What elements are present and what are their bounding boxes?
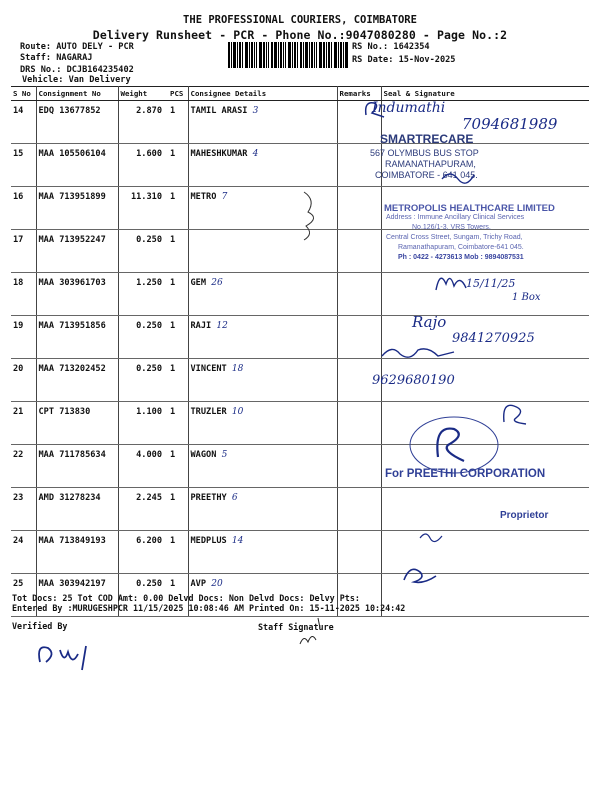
handwritten-gem-date: 15/11/25	[466, 277, 516, 290]
consignee-name: VINCENT	[190, 364, 227, 374]
row-consignment: EDQ 13677852	[36, 101, 118, 144]
row-sno: 14	[11, 101, 36, 144]
row-pcs: 1	[168, 359, 188, 402]
row-sno: 25	[11, 574, 36, 617]
consignee-name: TRUZLER	[190, 407, 227, 417]
handwritten-mark: 20	[211, 579, 223, 589]
row-consignee	[188, 101, 337, 144]
staff-signature-icon	[296, 614, 332, 652]
signature-scribble-icon	[360, 95, 390, 125]
row-sno: 21	[11, 402, 36, 445]
row-consignee	[188, 531, 337, 574]
row-consignee	[188, 273, 337, 316]
consignee-name: GEM	[190, 278, 207, 288]
row-sno: 20	[11, 359, 36, 402]
row-remarks	[337, 531, 381, 574]
row-weight: 0.250	[118, 574, 168, 617]
row-weight: 1.100	[118, 402, 168, 445]
row-pcs: 1	[168, 531, 188, 574]
signature-scribble-icon	[378, 340, 458, 366]
row-consignment: MAA 713849193	[36, 531, 118, 574]
stamp-chemist-address-3: COIMBATORE - 641 045.	[375, 170, 478, 180]
row-consignment: MAA 303942197	[36, 574, 118, 617]
row-consignment: MAA 713951899	[36, 187, 118, 230]
row-consignee	[188, 488, 337, 531]
row-pcs: 1	[168, 273, 188, 316]
signature-scribble-icon	[432, 268, 472, 298]
row-pcs: 1	[168, 574, 188, 617]
handwritten-mark: 7	[221, 192, 228, 202]
row-pcs: 1	[168, 402, 188, 445]
row-pcs: 1	[168, 445, 188, 488]
table-row	[11, 445, 589, 488]
company-name: THE PROFESSIONAL COURIERS, COIMBATORE	[183, 14, 417, 26]
stamp-seal-outline-icon	[408, 415, 500, 475]
handwritten-raji-signature: Rajo	[412, 313, 447, 331]
stamp-proprietor: Proprietor	[500, 510, 549, 521]
rs-date: RS Date: 15-Nov-2025	[352, 55, 456, 65]
handwritten-vincent-phone: 9629680190	[372, 373, 455, 388]
row-consignee	[188, 359, 337, 402]
entered-by-line: Entered By :MURUGESHPCR 11/15/2025 10:08:46 AM Printed On: 15-11-2025 10:24:42	[12, 603, 406, 613]
stamp-preethi-corporation: For PREETHI CORPORATION	[385, 468, 546, 480]
row-weight: 0.250	[118, 230, 168, 273]
handwritten-mark: 5	[221, 450, 228, 460]
row-seal	[381, 488, 589, 531]
consignee-name: TAMIL ARASI	[190, 106, 248, 116]
row-consignment: AMD 31278234	[36, 488, 118, 531]
consignee-name: MAHESHKUMAR	[190, 149, 248, 159]
stamp-metropolis: METROPOLIS HEALTHCARE LIMITED	[384, 203, 555, 214]
row-consignment: MAA 105506104	[36, 144, 118, 187]
row-pcs: 1	[168, 144, 188, 187]
stamp-chemist-address-2: RAMANATHAPURAM,	[385, 159, 476, 169]
row-pcs: 1	[168, 230, 188, 273]
row-remarks	[337, 187, 381, 230]
row-sno: 17	[11, 230, 36, 273]
handwritten-mark: 18	[231, 364, 244, 374]
row-remarks	[337, 402, 381, 445]
consignee-name: WAGON	[190, 450, 217, 460]
row-remarks	[337, 230, 381, 273]
row-weight: 2.870	[118, 101, 168, 144]
col-header-consignee: Consignee Details	[188, 87, 337, 101]
row-pcs: 1	[168, 488, 188, 531]
bracket-mark-icon	[298, 190, 324, 242]
row-consignee	[188, 316, 337, 359]
col-header-remarks: Remarks	[337, 87, 381, 101]
stamp-chemist-address-1: 567 OLYMBUS BUS STOP	[370, 148, 479, 158]
row-weight: 0.250	[118, 316, 168, 359]
route-label: Route: AUTO DELY - PCR	[20, 42, 134, 52]
stamp-metropolis-line-3: Central Cross Street, Sungam, Trichy Road,	[386, 234, 523, 241]
consignee-name: RAJI	[190, 321, 212, 331]
row-weight: 4.000	[118, 445, 168, 488]
col-header-pcs: PCS	[168, 87, 188, 101]
row-pcs: 1	[168, 316, 188, 359]
table-row	[11, 488, 589, 531]
staff-label: Staff: NAGARAJ	[20, 53, 93, 63]
row-remarks	[337, 273, 381, 316]
row-sno: 24	[11, 531, 36, 574]
signature-scribble-icon	[400, 562, 440, 588]
barcode-image	[228, 42, 348, 68]
row-weight: 6.200	[118, 531, 168, 574]
signature-scribble-icon	[440, 165, 480, 187]
row-consignee	[188, 445, 337, 488]
handwritten-mark: 10	[231, 407, 244, 417]
col-header-seal: Seal & Signature	[381, 87, 589, 101]
col-header-weight: Weight	[118, 87, 168, 101]
table-header-row	[11, 87, 589, 101]
consignee-name: AVP	[190, 579, 207, 589]
stamp-chemist-name: SMARTRECARE	[380, 132, 474, 146]
handwritten-mark: 3	[252, 106, 259, 116]
stamp-metropolis-line-2: No.126/1-3, VRS Towers,	[412, 224, 491, 231]
runsheet-title: Delivery Runsheet - PCR - Phone No.:9047080280 - Page No.:2	[92, 28, 508, 42]
stamp-metropolis-line-5: Ph : 0422 - 4273613 Mob : 9894087531	[398, 254, 524, 261]
row-sno: 22	[11, 445, 36, 488]
row-consignment: CPT 713830	[36, 402, 118, 445]
row-pcs: 1	[168, 187, 188, 230]
row-sno: 15	[11, 144, 36, 187]
drs-number: DRS No.: DCJB164235402	[20, 65, 134, 75]
row-weight: 1.600	[118, 144, 168, 187]
signature-scribble-icon	[418, 528, 444, 544]
signature-scribble-icon	[500, 396, 530, 428]
runsheet-table	[11, 86, 589, 617]
row-remarks	[337, 316, 381, 359]
row-remarks	[337, 445, 381, 488]
handwritten-mark: 4	[252, 149, 259, 159]
row-consignment: MAA 711785634	[36, 445, 118, 488]
handwritten-mark: 14	[231, 536, 244, 546]
row-weight: 2.245	[118, 488, 168, 531]
rs-number: RS No.: 1642354	[352, 42, 430, 52]
totals-line: Tot Docs: 25 Tot COD Amt: 0.00 Delvd Docs: Non Delvd Docs: Delvy Pts:	[12, 593, 360, 603]
handwritten-mark: 12	[216, 321, 228, 331]
consignee-name: METRO	[190, 192, 217, 202]
handwritten-mark: 26	[211, 278, 223, 288]
row-consignment: MAA 713951856	[36, 316, 118, 359]
vehicle-label: Vehicle: Van Delivery	[22, 75, 131, 85]
row-sno: 16	[11, 187, 36, 230]
row-remarks	[337, 488, 381, 531]
row-consignment: MAA 713952247	[36, 230, 118, 273]
row-sno: 23	[11, 488, 36, 531]
row-sno: 19	[11, 316, 36, 359]
row-sno: 18	[11, 273, 36, 316]
handwritten-phone: 7094681989	[462, 115, 558, 133]
row-consignee	[188, 402, 337, 445]
verified-by-label: Verified By	[12, 621, 68, 631]
row-weight: 1.250	[118, 273, 168, 316]
row-consignment: MAA 303961703	[36, 273, 118, 316]
stamp-metropolis-line-4: Ramanathapuram, Coimbatore-641 045.	[398, 244, 524, 251]
row-weight: 11.310	[118, 187, 168, 230]
col-header-sno: S No	[11, 87, 36, 101]
staff-signature-label: Staff Signature	[258, 622, 334, 632]
handwritten-raji-phone: 9841270925	[452, 331, 535, 346]
handwritten-gem-box: 1 Box	[512, 292, 541, 303]
row-weight: 0.250	[118, 359, 168, 402]
row-pcs: 1	[168, 101, 188, 144]
handwritten-name: Indumathi	[372, 100, 446, 116]
row-consignee	[188, 144, 337, 187]
verifier-signature-icon	[34, 636, 104, 676]
consignee-name: PREETHY	[190, 493, 227, 503]
consignee-name: MEDPLUS	[190, 536, 227, 546]
handwritten-mark: 6	[231, 493, 238, 503]
row-consignment: MAA 713202452	[36, 359, 118, 402]
table-row	[11, 531, 589, 574]
stamp-metropolis-line-1: Address : Immune Ancillary Clinical Services	[386, 214, 525, 221]
table-row	[11, 144, 589, 187]
col-header-consignment: Consignment No	[36, 87, 118, 101]
